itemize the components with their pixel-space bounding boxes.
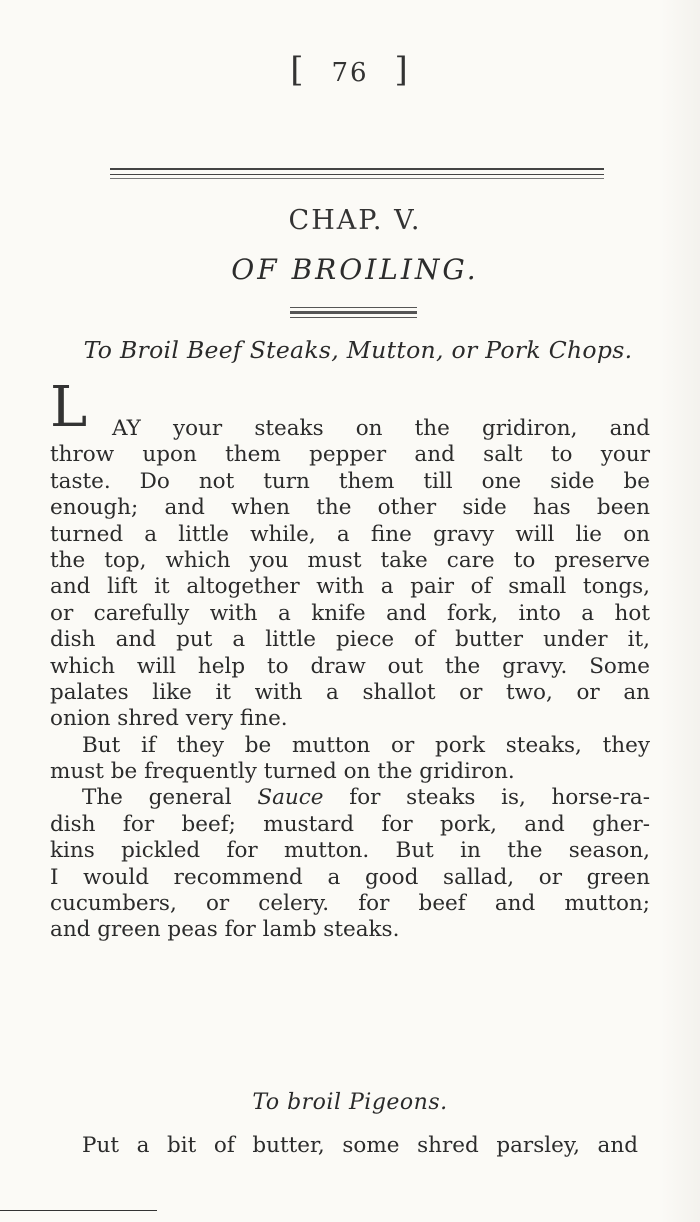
- text-line: AY your steaks on the gridiron, and: [112, 416, 650, 441]
- page-number: [0, 50, 700, 90]
- drop-cap: L: [50, 375, 88, 440]
- header-rule: [110, 168, 604, 180]
- text-line: kins pickled for mutton. But in the season,: [50, 838, 650, 864]
- right-bracket: ]: [394, 50, 410, 90]
- chapter-number: CHAP. V.: [288, 205, 422, 236]
- text-line: I would recommend a good sallad, or green: [50, 864, 650, 890]
- text-line: turned a little while, a fine gravy will lie on: [50, 521, 650, 547]
- text-line: palates like it with a shallot or two, or an: [50, 679, 650, 705]
- text-line: the top, which you must take care to preserve: [50, 547, 650, 573]
- ornament-rule: [290, 307, 417, 319]
- text-line: and green peas for lamb steaks.: [50, 917, 400, 943]
- text-line: throw upon them pepper and salt to your: [50, 442, 650, 468]
- text-line: dish for beef; mustard for pork, and gher-: [50, 811, 650, 837]
- text-line: must be frequently turned on the gridiron.: [50, 759, 515, 785]
- text-line: The general Sauce for steaks is, horse-ra-: [82, 785, 650, 811]
- text-line: cucumbers, or celery. for beef and mutton;: [50, 891, 650, 917]
- text-line: enough; and when the other side has been: [50, 495, 650, 521]
- page-shading: [660, 0, 700, 1222]
- text-line: But if they be mutton or pork steaks, they: [82, 732, 650, 758]
- recipe-body: [50, 416, 650, 944]
- italic-word: Sauce: [257, 785, 324, 811]
- text-line: Put a bit of butter, some shred parsley, and: [82, 1133, 638, 1158]
- text-line: and lift it altogether with a pair of small tongs,: [50, 574, 650, 600]
- recipe-subheading: To broil Pigeons.: [252, 1090, 448, 1115]
- page-number-value: 76: [331, 58, 369, 88]
- recipe-heading: To Broil Beef Steaks, Mutton, or Pork Chops.: [83, 336, 633, 364]
- left-bracket: [: [290, 50, 306, 90]
- text-line: taste. Do not turn them till one side be: [50, 468, 650, 494]
- text-line: which will help to draw out the gravy. Some: [50, 653, 650, 679]
- text-line: or carefully with a knife and fork, into a hot: [50, 600, 650, 626]
- text-line: dish and put a little piece of butter under it,: [50, 627, 650, 653]
- chapter-title: OF BROILING.: [231, 253, 479, 286]
- text-line: onion shred very fine.: [50, 706, 288, 732]
- footer-rule: [0, 1210, 157, 1211]
